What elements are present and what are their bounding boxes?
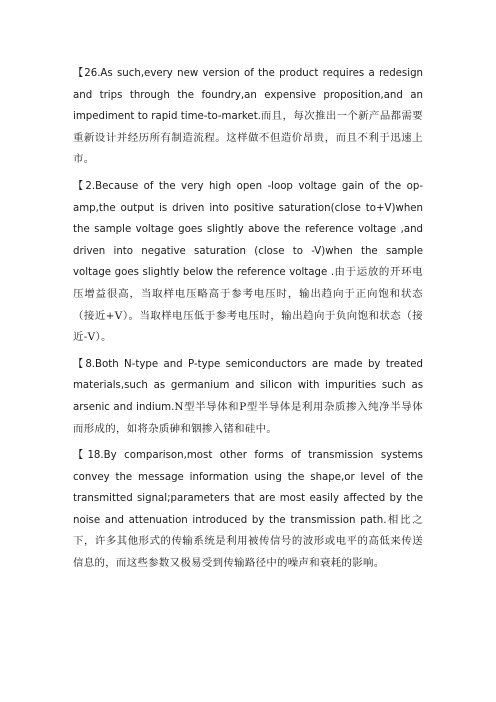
- paragraph-2: [73, 176, 423, 349]
- paragraph-chinese-text: 而且，每次推出一个新产品都需要重新设计并经历所有制造流程。这样做不但造价昂贵，而且不利于迅速上市。: [73, 110, 423, 166]
- paragraph-bracket: 【: [73, 358, 86, 370]
- paragraph-english-text: 26.As such,every new version of the product requires a redesign and trips through the foundry,an expensive proposition,and an impediment to rapid time-to-market.: [73, 68, 423, 123]
- paragraph-18: [73, 445, 423, 575]
- paragraph-bracket: 【: [73, 68, 85, 79]
- paragraph-english-text: 18.By comparison,most other forms of transmission systems convey the message information using the shape,or level of the transmitted signal;parameters that are most easily affected by the noise and attenuation introduced by the transmission path.: [73, 450, 423, 526]
- paragraph-chinese-text: 相比之下，许多其他形式的传输系统是利用被传信号的波形或电平的高低来传送信息的，而这些参数又极易受到传输路径中的噪声和衰耗的影响。: [73, 513, 423, 570]
- paragraph-chinese-text: N型半导体和P型半导体是利用杂质掺入纯净半导体而形成的，如将杂质砷和铟掺入锗和硅中。: [73, 400, 423, 435]
- paragraph-english-text: 8.Both N-type and P-type semiconductors are made by treated materials,such as germanium and silicon with impurities such as arsenic and indium.: [73, 358, 424, 413]
- paragraph-26: [73, 63, 423, 171]
- paragraph-bracket: 【: [73, 450, 88, 462]
- paragraph-english-text: 2.Because of the very high open -loop voltage gain of the op-amp,the output is driven into positive saturation(close to+V)when the sample voltage goes slightly above the reference voltage ,and driven into negative saturation (close to -V)when the sample voltage goes slightly below the reference voltage .: [73, 180, 423, 279]
- paragraph-8: [73, 354, 423, 440]
- paragraph-bracket: 【: [73, 180, 86, 192]
- paragraph-chinese-text: 由于运放的开环电压增益很高，当取样电压略高于参考电压时，输出趋向于正向饱和状态（接近+V）。当取样电压低于参考电压时，输出趋向于负向饱和状态（接近-V）。: [73, 266, 423, 344]
